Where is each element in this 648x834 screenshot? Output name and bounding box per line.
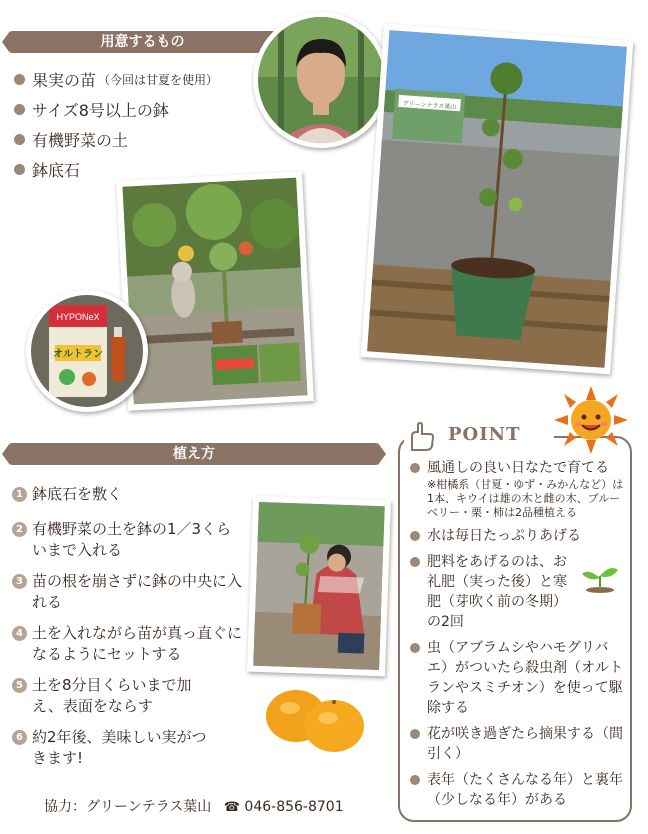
planting-heading: 植え方 — [10, 443, 378, 465]
list-item — [12, 623, 244, 665]
step-text: 苗の根を崩さずに鉢の中央に入れる — [32, 572, 243, 611]
item-label: 鉢底石 — [32, 160, 81, 180]
sprout-icon — [578, 560, 622, 594]
list-item — [12, 727, 212, 769]
bullet-icon — [410, 643, 420, 653]
step-text: 約2年後、美味しい実がつきます! — [32, 728, 207, 767]
list-item — [14, 64, 264, 94]
footer-phone: 046-856-8701 — [244, 799, 344, 815]
step-text: 土を8分目くらいまで加え、表面をならす — [32, 676, 192, 715]
list-item — [410, 770, 626, 810]
point-text: 肥料をあげるのは、お礼肥（実った後）と寒肥（芽吹く前の冬期）の2回 — [427, 554, 567, 630]
item-label: 有機野菜の土 — [32, 130, 129, 150]
step-number: 1 — [12, 487, 27, 502]
bullet-icon — [410, 531, 420, 541]
list-item — [410, 552, 570, 632]
list-item — [12, 571, 244, 613]
product-name-text: オルトラン — [53, 349, 103, 360]
staff-portrait-photo — [253, 12, 389, 148]
list-item — [12, 519, 244, 561]
list-item — [12, 675, 212, 717]
step-number: 5 — [12, 678, 27, 693]
prepare-heading: 用意するもの — [10, 31, 275, 53]
product-brand-text: HYPONeX — [56, 312, 100, 322]
sun-icon — [554, 386, 628, 454]
list-item — [12, 484, 244, 505]
point-text: 表年（たくさんなる年）と裏年（少しなる年）がある — [427, 772, 623, 808]
point-note: ※柑橘系（甘夏・ゆず・みかんなど）は1本、キウイは雄の木と雌の木、ブルーベリー・栗・柿は2品種植える — [427, 478, 624, 519]
product-image — [31, 295, 143, 407]
bullet-icon — [14, 164, 25, 175]
pointing-hand-icon — [406, 422, 436, 452]
list-item — [14, 94, 264, 124]
list-item — [410, 458, 626, 520]
tree-pot-photo — [361, 24, 634, 375]
step-text: 土を入れながら苗が真っ直ぐになるようにセットする — [32, 624, 243, 663]
planting-image — [253, 502, 385, 670]
product-photo — [26, 290, 148, 412]
footer — [44, 796, 344, 816]
phone-icon: ☎ — [223, 800, 240, 815]
step-number: 4 — [12, 626, 27, 641]
point-text: 風通しの良い日なたで育てる — [427, 460, 609, 476]
item-note: （今回は甘夏を使用） — [98, 72, 219, 87]
step-number: 6 — [12, 730, 27, 745]
list-item — [410, 724, 626, 764]
bullet-icon — [410, 729, 420, 739]
shop-sign-text: グリーンテラス葉山 — [402, 100, 457, 111]
list-item — [14, 124, 264, 154]
step-number: 2 — [12, 522, 27, 537]
point-text: 虫（アブラムシやハモグリバエ）がついたら殺虫剤（オルトランやスミチオン）を使って駆除する — [427, 640, 623, 716]
nursery-photo — [116, 171, 314, 410]
planting-photo — [247, 496, 391, 677]
bullet-icon — [410, 775, 420, 785]
oranges-illustration — [262, 680, 370, 754]
footer-credit: 協力：グリーンテラス葉山 — [44, 799, 212, 815]
bullet-icon — [14, 134, 25, 145]
bullet-icon — [410, 557, 420, 567]
step-text: 有機野菜の土を鉢の1／3くらいまで入れる — [32, 520, 232, 559]
portrait-image — [258, 17, 384, 143]
list-item — [410, 638, 626, 718]
nursery-image — [122, 178, 307, 405]
bullet-icon — [410, 463, 420, 473]
list-item — [410, 526, 626, 546]
point-list — [410, 458, 626, 816]
point-text: 花が咲き過ぎたら摘果する（間引く） — [427, 726, 623, 762]
bullet-icon — [14, 104, 25, 115]
point-title: POINT — [448, 424, 521, 445]
item-label: サイズ8号以上の鉢 — [32, 100, 169, 120]
prepare-list — [14, 64, 264, 184]
step-text: 鉢底石を敷く — [32, 485, 123, 503]
planting-steps — [12, 484, 244, 779]
point-heading — [404, 420, 554, 454]
bullet-icon — [14, 74, 25, 85]
point-text: 水は毎日たっぷりあげる — [427, 528, 581, 544]
item-label: 果実の苗 — [32, 70, 97, 90]
step-number: 3 — [12, 574, 27, 589]
tree-pot-image — [367, 30, 627, 368]
